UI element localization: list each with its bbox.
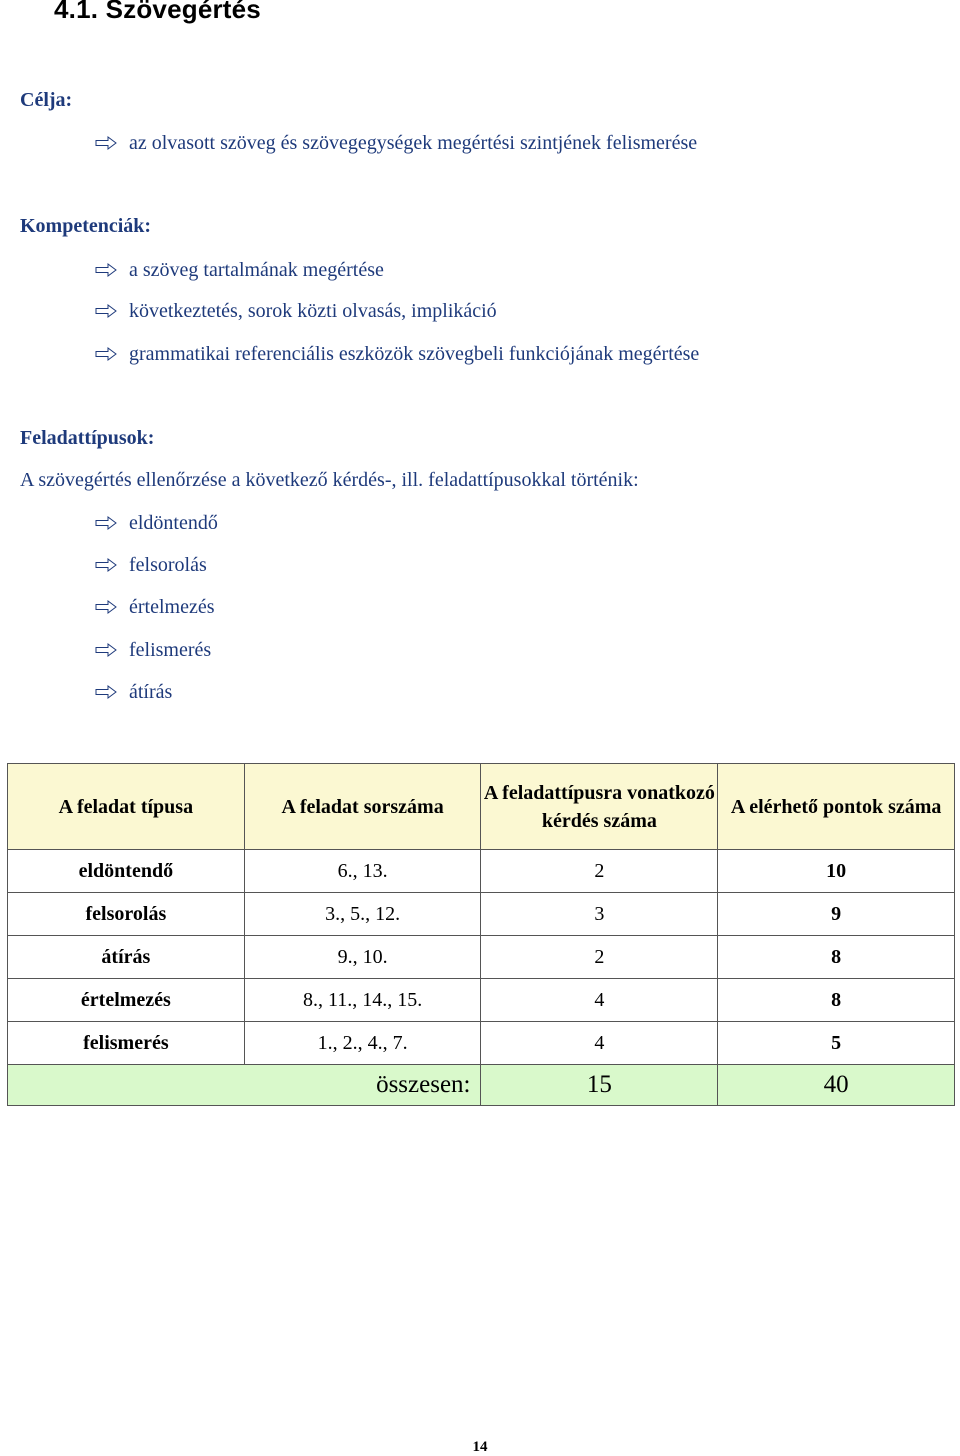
cell-type: átírás (8, 936, 245, 979)
task-type-item (95, 679, 172, 705)
goal-item-text: az olvasott szöveg és szövegegységek megértési szintjének felismerése (129, 131, 698, 154)
table-row (8, 1022, 955, 1065)
arrow-right-icon (95, 685, 129, 699)
competency-item (95, 298, 497, 324)
arrow-right-icon (95, 347, 129, 361)
competency-item (95, 257, 384, 283)
task-type-item-text: felismerés (129, 638, 212, 661)
competencies-heading: Kompetenciák: (20, 215, 152, 237)
competency-item-text: a szöveg tartalmának megértése (129, 258, 384, 281)
cell-points: 8 (718, 936, 955, 979)
cell-points: 8 (718, 979, 955, 1022)
task-type-item-text: eldöntendő (129, 511, 218, 534)
task-type-item-text: felsorolás (129, 553, 207, 576)
total-questions: 15 (481, 1065, 718, 1106)
cell-questions: 3 (481, 893, 718, 936)
cell-questions: 2 (481, 850, 718, 893)
competency-item (95, 341, 699, 367)
cell-numbers: 8., 11., 14., 15. (244, 979, 481, 1022)
total-label: összesen: (244, 1065, 481, 1106)
task-type-item (95, 510, 218, 536)
competency-item-text: grammatikai referenciális eszközök szövegbeli funkciójának megértése (129, 342, 700, 365)
cell-type: felsorolás (8, 893, 245, 936)
cell-questions: 2 (481, 936, 718, 979)
cell-questions: 4 (481, 1022, 718, 1065)
cell-type: eldöntendő (8, 850, 245, 893)
task-type-item-text: átírás (129, 680, 173, 703)
column-header-questions: A feladattípusra vonatkozó kérdés száma (481, 764, 718, 850)
cell-points: 9 (718, 893, 955, 936)
arrow-right-icon (95, 304, 129, 318)
cell-numbers: 3., 5., 12. (244, 893, 481, 936)
task-type-item (95, 637, 211, 663)
cell-questions: 4 (481, 979, 718, 1022)
arrow-right-icon (95, 136, 129, 150)
page-number: 14 (472, 1439, 488, 1455)
task-types-heading: Feladattípusok: (20, 427, 155, 449)
table-row (8, 850, 955, 893)
task-types-intro: A szövegértés ellenőrzése a következő kérdés-, ill. feladattípusokkal történik: (20, 469, 639, 491)
task-type-item (95, 552, 207, 578)
cell-type: felismerés (8, 1022, 245, 1065)
column-header-type: A feladat típusa (8, 764, 245, 850)
arrow-right-icon (95, 643, 129, 657)
page-title: 4.1. Szövegértés (54, 0, 261, 24)
goal-item (95, 130, 697, 156)
table-row (8, 979, 955, 1022)
task-type-item-text: értelmezés (129, 595, 215, 618)
task-summary-table (7, 763, 955, 1106)
table-header-row (8, 764, 955, 850)
cell-points: 10 (718, 850, 955, 893)
goal-heading: Célja: (20, 89, 73, 111)
table-row (8, 893, 955, 936)
arrow-right-icon (95, 600, 129, 614)
cell-numbers: 6., 13. (244, 850, 481, 893)
column-header-points: A elérhető pontok száma (718, 764, 955, 850)
arrow-right-icon (95, 558, 129, 572)
competency-item-text: következtetés, sorok közti olvasás, implikáció (129, 299, 497, 322)
cell-numbers: 1., 2., 4., 7. (244, 1022, 481, 1065)
column-header-numbers: A feladat sorszáma (244, 764, 481, 850)
cell-points: 5 (718, 1022, 955, 1065)
task-type-item (95, 594, 215, 620)
table-total-row (8, 1065, 955, 1106)
cell-numbers: 9., 10. (244, 936, 481, 979)
total-blank-cell (8, 1065, 245, 1106)
arrow-right-icon (95, 516, 129, 530)
total-points: 40 (718, 1065, 955, 1106)
table-row (8, 936, 955, 979)
cell-type: értelmezés (8, 979, 245, 1022)
arrow-right-icon (95, 263, 129, 277)
